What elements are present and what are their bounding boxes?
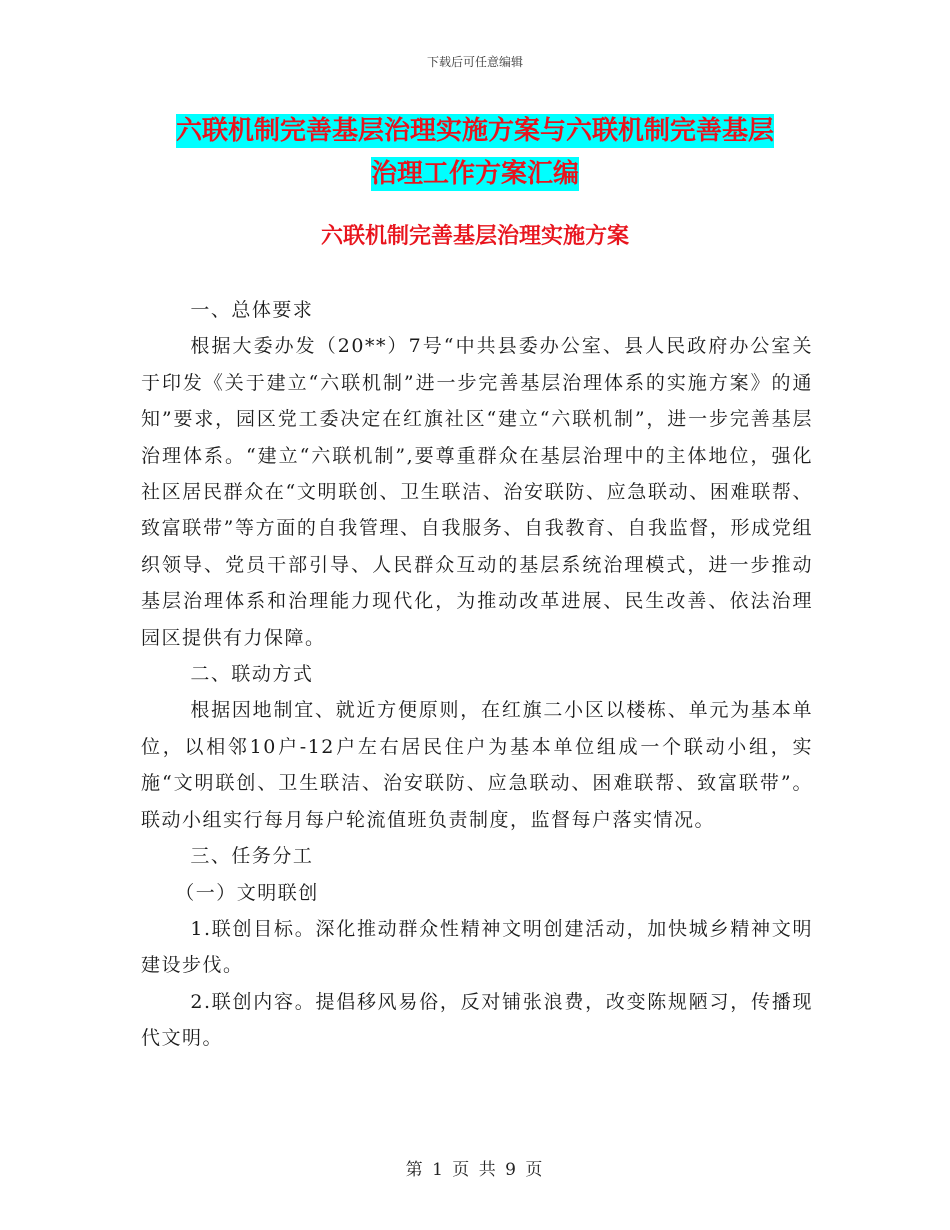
page-number-footer: 第 1 页 共 9 页 [405,1160,545,1180]
document-title-line-1-text: 六联机制完善基层治理实施方案与六联机制完善基层 [175,116,774,146]
page-header-note: 下载后可任意编辑 [426,55,523,69]
paragraph-general-requirements: 根据大委办发（20**）7号“中共县委办公室、县人民政府办公室关于印发《关于建立“六联机制”进一步完善基层治理体系的实施方案》的通知”要求，园区党工委决定在红旗社区“建立“六联机制”，进一步完善基层治理体系。“建立“六联机制”,要尊重群众在基层治理中的主体地位，强化社区居民群众在“文明联创、卫生联洁、治安联防、应急联动、困难联帮、致富联带”等方面的自我管理、自我服务、自我教育、自我监督，形成党组织领导、党员干部引导、人民群众互动的基层系统治理模式，进一步推动基层治理体系和治理能力现代化，为推动改革进展、民生改善、依法治理园区提供有力保障。 [141,335,813,649]
paragraph-joint-creation-content: 2.联创内容。提倡移风易俗，反对铺张浪费，改变陈规陋习，传播现代文明。 [141,990,813,1050]
heading-general-requirements: 一、总体要求 [190,299,314,321]
document-body [141,292,813,1057]
paragraph-linkage-method: 根据因地制宜、就近方便原则，在红旗二小区以楼栋、单元为基本单位，以相邻10户-12户左右居民住户为基本单位组成一个联动小组，实施“文明联创、卫生联洁、治安联防、应急联动、困难联帮、致富联带”。联动小组实行每月每户轮流值班负责制度，监督每户落实情况。 [141,699,813,831]
document-title-line-2-text: 治理工作方案汇编 [370,159,579,189]
section-title: 六联机制完善基层治理实施方案 [320,224,629,249]
heading-linkage-method: 二、联动方式 [190,663,314,686]
heading-task-division: 三、任务分工 [190,845,314,868]
document-title-line-2 [0,148,950,200]
subheading-civilization-joint-creation: （一）文明联创 [175,881,319,904]
paragraph-joint-creation-goal: 1.联创目标。深化推动群众性精神文明创建活动，加快城乡精神文明建设步伐。 [141,917,813,977]
